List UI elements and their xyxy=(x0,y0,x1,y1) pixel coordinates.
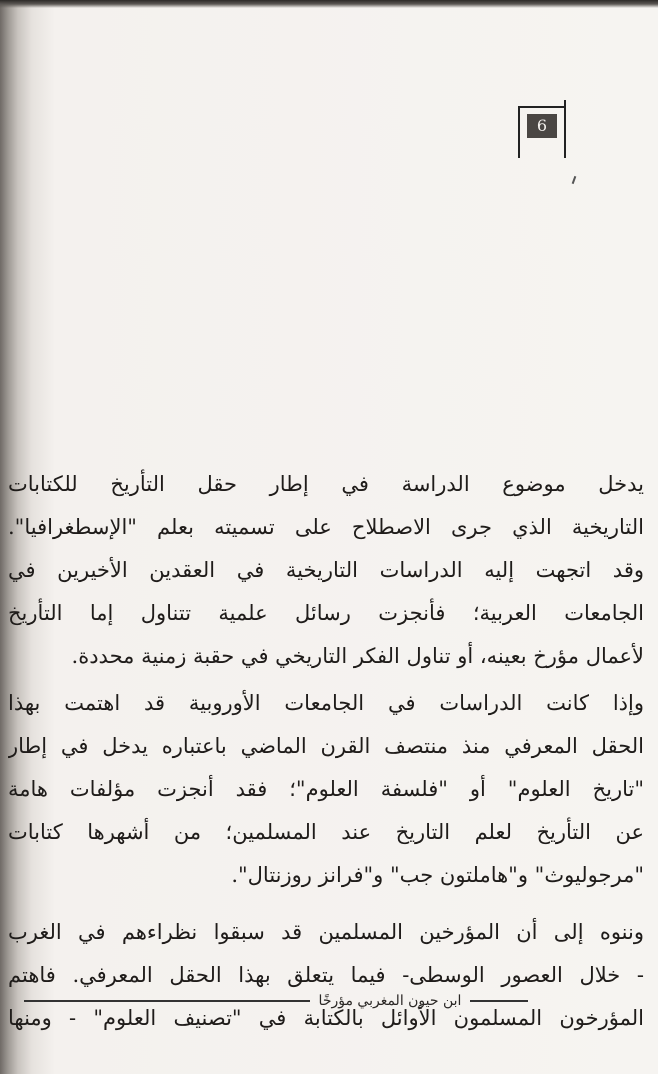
frame-top-rule xyxy=(518,106,566,108)
text-line: "مرجوليوث" و"هاملتون جب" و"فرانز روزنتال". xyxy=(231,863,644,887)
text-line: وننوه إلى أن المؤرخين المسلمين قد سبقوا نظراءهم في الغرب xyxy=(8,920,644,944)
text-line: عن التأريخ لعلم التاريخ عند المسلمين؛ من أشهرها كتابات xyxy=(8,820,644,844)
text-line: الحقل المعرفي منذ منتصف القرن الماضي باعتباره يدخل في إطار xyxy=(8,734,644,758)
footer-rule xyxy=(24,1000,310,1002)
text-line: - خلال العصور الوسطى- فيما يتعلق بهذا الحقل المعرفي. فاهتم xyxy=(8,963,644,987)
footer-book-title: ابن حيون المغربي مؤرخًا xyxy=(318,993,462,1009)
text-line: "تاريخ العلوم" أو "فلسفة العلوم"؛ فقد أنجزت مؤلفات هامة xyxy=(8,777,644,801)
text-line: وقد اتجهت إليه الدراسات التاريخية في العقدين الأخيرين في xyxy=(8,558,644,582)
page-edge-shadow xyxy=(0,0,658,8)
paragraph-3 xyxy=(8,911,644,1040)
stray-mark xyxy=(572,176,577,184)
text-line: يدخل موضوع الدراسة في إطار حقل التأريخ للكتابات xyxy=(8,472,644,496)
text-line: لأعمال مؤرخ بعينه، أو تناول الفكر التاريخي في حقبة زمنية محددة. xyxy=(71,644,644,668)
text-line: الجامعات العربية؛ فأنجزت رسائل علمية تتناول إما التأريخ xyxy=(8,601,644,625)
paragraph-1 xyxy=(8,463,644,678)
page-number: 6 xyxy=(527,114,557,138)
text-line: المؤرخون المسلمون الأوائل بالكتابة في "تصنيف العلوم" - ومنها xyxy=(8,1006,644,1030)
text-line: التاريخية الذي جرى الاصطلاح على تسميته بعلم "الإسطغرافيا". xyxy=(8,515,644,539)
paragraph-2 xyxy=(8,682,644,897)
running-footer xyxy=(0,988,658,1014)
frame-left-rule xyxy=(518,106,520,158)
frame-right-rule xyxy=(564,100,566,158)
page-number-frame xyxy=(518,100,566,158)
text-line: وإذا كانت الدراسات في الجامعات الأوروبية قد اهتمت بهذا xyxy=(8,691,644,715)
body-text xyxy=(8,463,644,1040)
footer-rule xyxy=(470,1000,528,1002)
